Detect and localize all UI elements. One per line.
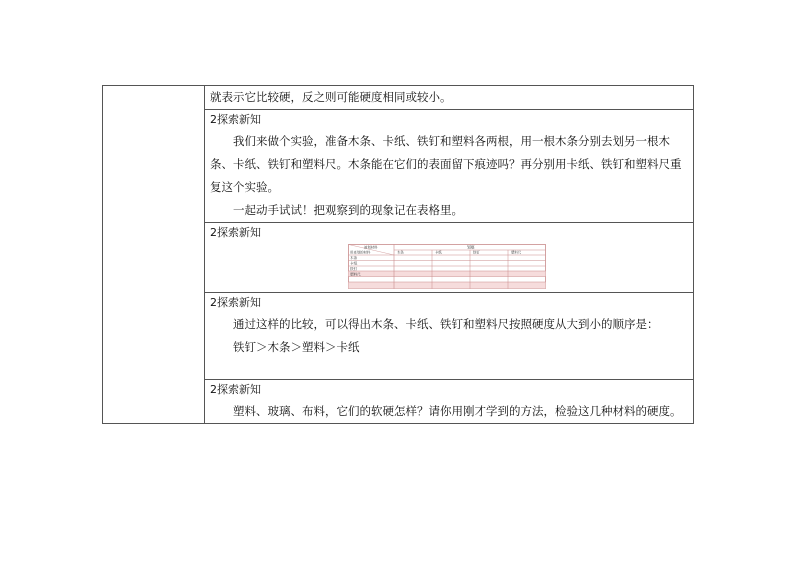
mini-col-label: 木条 bbox=[397, 250, 404, 255]
paragraph: 一起动手试试！把观察到的现象记在表格里。 bbox=[233, 203, 463, 217]
content-cell bbox=[205, 110, 694, 223]
mini-row-fill bbox=[349, 282, 546, 289]
paragraph: 通过这样的比较，可以得出木条、卡纸、铁钉和塑料尺按照硬度从大到小的顺序是： bbox=[233, 317, 659, 331]
lesson-table bbox=[102, 85, 694, 424]
mini-header-top: 被划材料 bbox=[364, 245, 378, 250]
content-cell bbox=[205, 86, 694, 110]
mini-row-label: 木条 bbox=[350, 256, 358, 260]
observation-table-image bbox=[348, 244, 546, 289]
mini-table-wrap bbox=[205, 243, 693, 292]
content-cell bbox=[205, 293, 694, 380]
mini-col-label: 塑料尺 bbox=[511, 250, 522, 255]
left-column-cell bbox=[103, 86, 205, 424]
mini-row-label: 卡纸 bbox=[350, 261, 358, 266]
section-heading: 2探索新知 bbox=[210, 226, 261, 239]
paragraph: 就表示它比较硬，反之则可能硬度相同或较小。 bbox=[210, 90, 452, 104]
mini-row-label: 铁钉 bbox=[350, 267, 358, 271]
table-row bbox=[103, 86, 694, 110]
content-cell bbox=[205, 380, 694, 424]
mini-row-label: 塑料尺 bbox=[350, 272, 361, 277]
order-result: 铁钉＞木条＞塑料＞卡纸 bbox=[233, 340, 360, 354]
mini-group-label: 划痕 bbox=[467, 244, 475, 250]
paragraph: 我们来做个实验，准备木条、卡纸、铁钉和塑料各两根，用一根木条分别去划另一根木条、卡纸、铁钉和塑料尺。木条能在它们的表面留下痕迹吗？再分别用卡纸、铁钉和塑料尺重复这个实验。 bbox=[210, 134, 682, 194]
mini-col-label: 卡纸 bbox=[435, 250, 442, 255]
content-cell bbox=[205, 223, 694, 293]
paragraph: 塑料、玻璃、布料，它们的软硬怎样？请你用刚才学到的方法，检验这几种材料的硬度。 bbox=[233, 404, 682, 418]
section-heading: 2探索新知 bbox=[210, 113, 261, 126]
mini-row-fill bbox=[349, 271, 546, 277]
section-heading: 2探索新知 bbox=[210, 296, 261, 309]
section-heading: 2探索新知 bbox=[210, 383, 261, 396]
mini-header-bottom: 用来划的材料 bbox=[350, 250, 371, 255]
mini-col-label: 铁钉 bbox=[473, 250, 480, 255]
